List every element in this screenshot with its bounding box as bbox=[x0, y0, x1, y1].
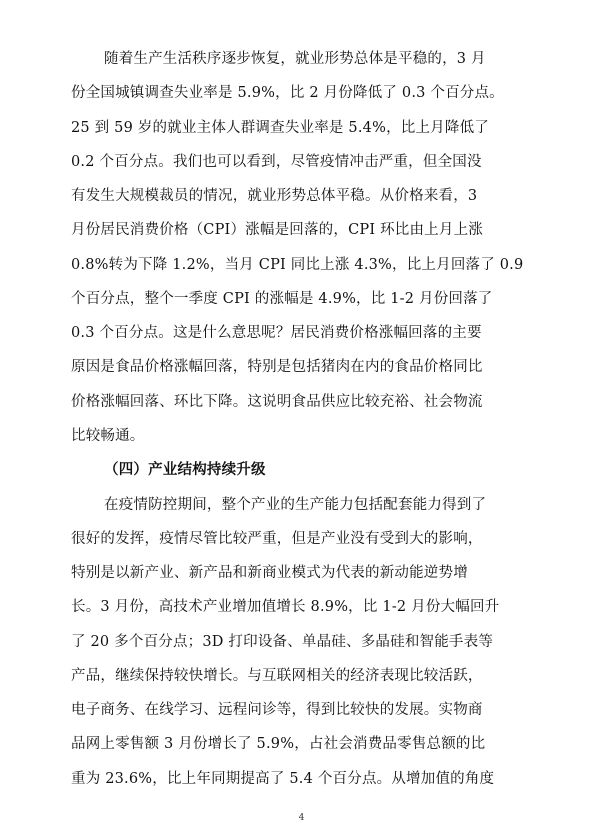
paragraph-line: 随着生产生活秩序逐步恢复，就业形势总体是平稳的，3 月 bbox=[104, 51, 486, 67]
paragraph-line: 份全国城镇调查失业率是 5.9%，比 2 月份降低了 0.3 个百分点。 bbox=[71, 85, 504, 102]
paragraph-line: 个百分点，整个一季度 CPI 的涨幅是 4.9%，比 1-2 月份回落了 bbox=[71, 290, 493, 307]
paragraph-line: 品网上零售额 3 月份增长了 5.9%，占社会消费品零售总额的比 bbox=[71, 736, 486, 753]
paragraph-line: 0.8%转为下降 1.2%，当月 CPI 同比上涨 4.3%，比上月回落了 0.9 bbox=[71, 256, 524, 273]
paragraph-line: 25 到 59 岁的就业主体人群调查失业率是 5.4%，比上月降低了 bbox=[71, 119, 489, 136]
paragraph-line: 电子商务、在线学习、远程问诊等，得到比较快的发展。实物商 bbox=[71, 702, 483, 719]
paragraph-line: 在疫情防控期间，整个产业的生产能力包括配套能力得到了 bbox=[104, 496, 487, 513]
paragraph-line: 长。3 月份，高技术产业增加值增长 8.9%，比 1-2 月份大幅回升 bbox=[71, 599, 500, 616]
paragraph-line: 重为 23.6%，比上年同期提高了 5.4 个百分点。从增加值的角度 bbox=[71, 770, 495, 787]
paragraph-line: 价格涨幅回落、环比下降。这说明食品供应比较充裕、社会物流 bbox=[71, 393, 483, 410]
paragraph-line: 原因是食品价格涨幅回落，特别是包括猪肉在内的食品价格同比 bbox=[71, 359, 483, 376]
paragraph-line: 特别是以新产业、新产品和新商业模式为代表的新动能逆势增 bbox=[71, 565, 468, 582]
paragraph-line: 0.2 个百分点。我们也可以看到，尽管疫情冲击严重，但全国没 bbox=[71, 153, 482, 170]
paragraph-line: 0.3 个百分点。这是什么意思呢？居民消费价格涨幅回落的主要 bbox=[71, 325, 482, 342]
page-number: 4 bbox=[298, 813, 305, 823]
paragraph-line: 了 20 多个百分点；3D 打印设备、单晶硅、多晶硅和智能手表等 bbox=[71, 633, 494, 650]
section-heading: （四）产业结构持续升级 bbox=[104, 461, 266, 479]
paragraph-line: 比较畅通。 bbox=[71, 428, 145, 444]
paragraph-line: 很好的发挥，疫情尽管比较严重，但是产业没有受到大的影响， bbox=[71, 530, 483, 547]
paragraph-line: 月份居民消费价格（CPI）涨幅是回落的，CPI 环比由上月上涨 bbox=[71, 222, 483, 239]
paragraph-line: 产品，继续保持较快增长。与互联网相关的经济表现比较活跃， bbox=[71, 667, 483, 684]
paragraph-line: 有发生大规模裁员的情况，就业形势总体平稳。从价格来看，3 bbox=[71, 188, 478, 205]
